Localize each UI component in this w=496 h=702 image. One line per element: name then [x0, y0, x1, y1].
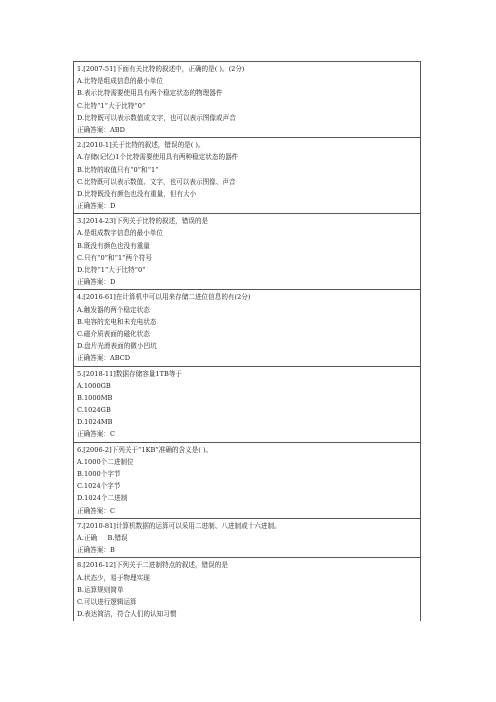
answer-option: A.1000GB — [77, 381, 111, 390]
question-stem: 8.[2016-12]下列关于二进制特点的叙述，错误的是 — [77, 561, 228, 570]
answer-option: D.盘片光滑表面的微小凹坑 — [77, 342, 157, 351]
question-block — [74, 367, 420, 443]
answer-option: A.存储(记忆)1个比特需要使用具有两种稳定状态的器件 — [77, 153, 239, 162]
answer-option: B.电容的充电和未充电状态 — [77, 317, 157, 326]
question-block — [74, 138, 420, 214]
answer-option: D.1024个二进制 — [77, 494, 128, 503]
answer-option: C.比特“1”大于比特“0” — [77, 101, 146, 110]
question-stem: 3.[2014-23]下列关于比特的叙述，错误的是 — [77, 217, 209, 226]
answer-option: B.运算规则简单 — [77, 585, 124, 594]
answer-option: C.可以进行逻辑运算 — [77, 597, 137, 606]
answer-option: D.表达简洁，符合人们的认知习惯 — [77, 610, 177, 619]
answer-option: C.1024GB — [77, 406, 111, 415]
answer-option: C.磁介质表面的磁化状态 — [77, 329, 150, 338]
question-stem: 1.[2007-51]下面有关比特的叙述中，正确的是( )。(2分) — [77, 65, 245, 73]
correct-answer: 正确答案：D — [77, 202, 116, 211]
correct-answer: 正确答案：ABD — [77, 125, 125, 134]
correct-answer: 正确答案：C — [77, 430, 116, 439]
answer-option: A.比特是组成信息的最小单位 — [77, 77, 163, 86]
answer-option: A.正确 B.错误 — [77, 533, 128, 542]
answer-option: C.1024个字节 — [77, 482, 121, 491]
answer-option: B.1000MB — [77, 393, 113, 402]
question-block — [74, 443, 420, 519]
question-block — [74, 519, 420, 559]
question-stem: 5.[2018-11]数据存储容量1TB等于 — [77, 369, 183, 378]
question-block — [74, 558, 420, 621]
answer-option: C.比特既可以表示数值、文字，也可以表示图像、声音 — [77, 177, 236, 186]
answer-option: B.比特的取值只有“0”和“1” — [77, 165, 159, 174]
answer-option: B.表示比特需要使用具有两个稳定状态的物理器件 — [77, 89, 223, 98]
question-document — [73, 61, 421, 621]
question-stem: 2.[2010-1]关于比特的叙述，错误的是( )。 — [77, 141, 205, 150]
answer-option: A.1000个二进制位 — [77, 457, 134, 466]
answer-option: B.1000个字节 — [77, 470, 121, 478]
question-stem: 7.[2010-81]计算机数据的运算可以采用二进制、八进制或十六进制。 — [77, 521, 281, 530]
correct-answer: 正确答案：ABCD — [77, 354, 131, 363]
answer-option: D.1024MB — [77, 418, 113, 427]
question-stem: 4.[2016-61]在计算机中可以用来存储二进位信息的有(2分) — [77, 293, 251, 302]
answer-option: A.是组成数字信息的最小单位 — [77, 229, 163, 238]
answer-option: A.状态少，易于物理实现 — [77, 573, 150, 582]
correct-answer: 正确答案：D — [77, 278, 116, 287]
answer-option: A.触发器的两个稳定状态 — [77, 305, 150, 314]
question-block — [74, 62, 420, 138]
answer-option: D.比特既没有颜色也没有重量，但有大小 — [77, 189, 197, 198]
question-block — [74, 214, 420, 290]
correct-answer: 正确答案：B — [77, 546, 115, 555]
answer-option: D.比特“1”大于比特“0” — [77, 266, 146, 274]
correct-answer: 正确答案：C — [77, 506, 116, 515]
answer-option: B.既没有颜色也没有重量 — [77, 241, 150, 250]
question-stem: 6.[2006-2]下列关于“1KB”准确的含义是( )。 — [77, 445, 213, 454]
answer-option: D.比特既可以表示数值或文字，也可以表示图像或声音 — [77, 113, 236, 122]
question-block — [74, 290, 420, 366]
answer-option: C.只有“0”和“1”两个符号 — [77, 253, 152, 262]
